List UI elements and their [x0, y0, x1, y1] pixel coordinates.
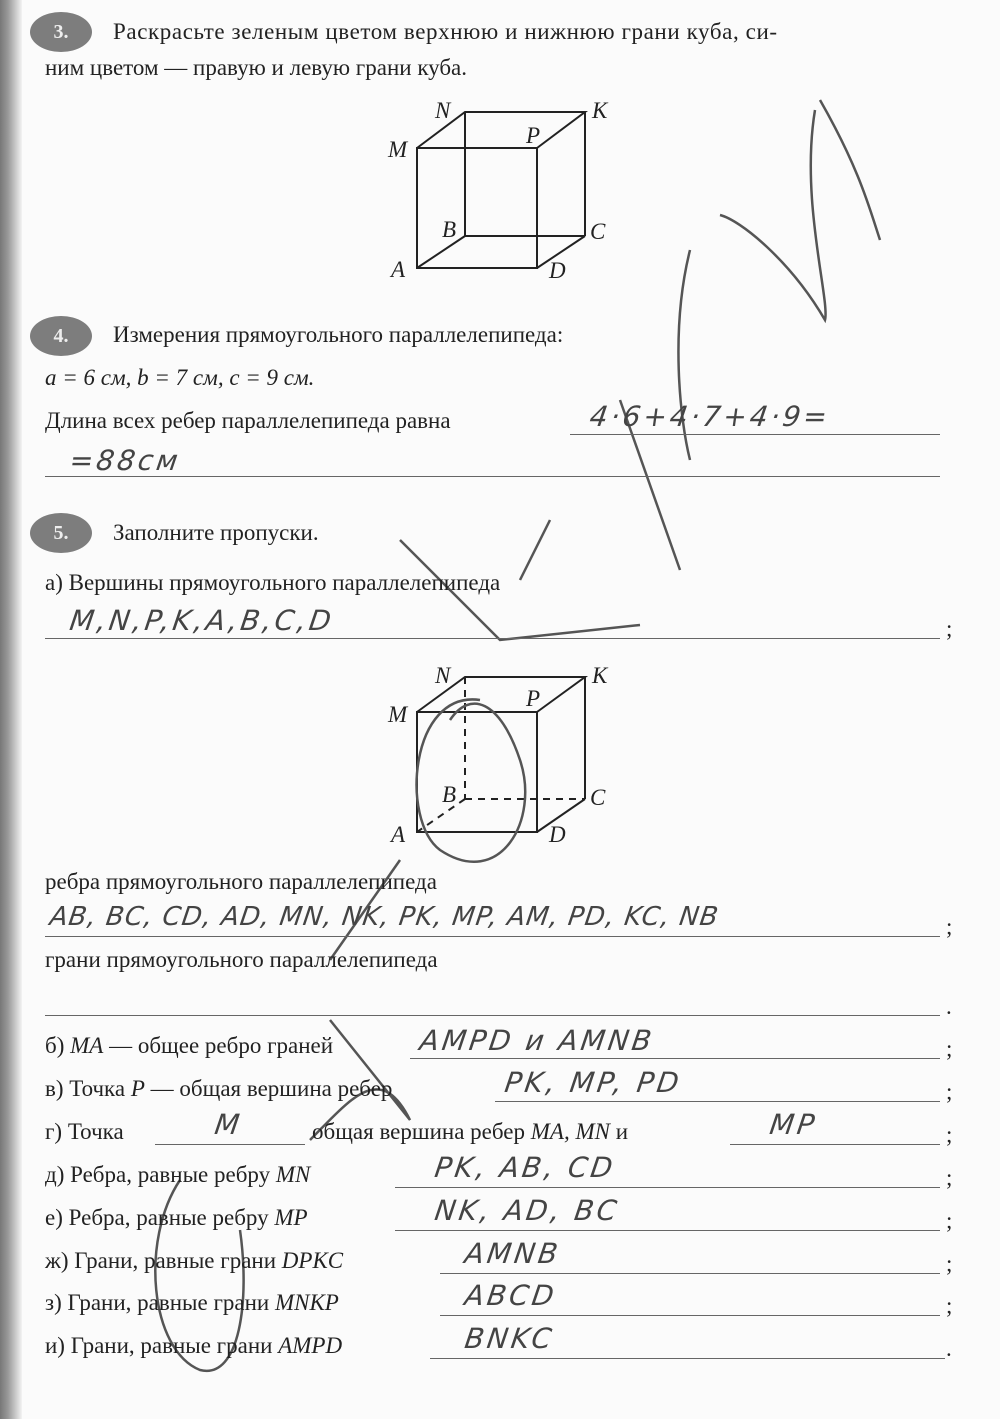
handwritten-answer: NK, AD, BC — [432, 1194, 622, 1227]
vertex-label-c: C — [590, 785, 606, 810]
answer-line — [45, 936, 940, 937]
answer-line — [430, 1358, 945, 1359]
item-v-prompt: в) Точка P — общая вершина ребер — [45, 1076, 393, 1101]
handwritten-answer: AMPD и AMNB — [417, 1024, 657, 1057]
item-g-prompt-rest: общая вершина ребер MA, MN и — [312, 1119, 629, 1144]
task3-text-line2: ним цветом — правую и левую грани куба. — [45, 55, 468, 80]
task5-title: Заполните пропуски. — [113, 520, 319, 545]
cube-diagram-2 — [417, 677, 585, 832]
handwritten-answer: AB, BC, CD, AD, MN, NK, PK, MP, AM, PD, KC, NB — [47, 902, 721, 932]
vertex-label-m: M — [388, 137, 408, 162]
vertex-label-a: A — [391, 257, 406, 282]
handwritten-answer: PK, MP, PD — [502, 1066, 684, 1099]
item-b-prompt: б) MA — общее ребро граней — [45, 1033, 334, 1058]
vertex-label-a: A — [391, 822, 406, 847]
task4-title: Измерения прямоугольного параллелепипеда: — [113, 322, 564, 347]
handwritten-answer: ABCD — [462, 1279, 559, 1312]
vertex-label-n: N — [435, 98, 451, 123]
item-zh-prompt: ж) Грани, равные грани DPKC — [45, 1248, 344, 1273]
item-i-prompt: и) Грани, равные грани AMPD — [45, 1333, 343, 1358]
semicolon: ; — [946, 1165, 953, 1190]
vertex-label-m: M — [388, 702, 408, 727]
handwritten-answer: MP — [767, 1108, 820, 1141]
vertex-label-k: K — [592, 98, 608, 123]
vertex-label-b: B — [442, 217, 457, 242]
task5a-prompt: а) Вершины прямоугольного параллелепипеда — [45, 570, 501, 595]
handwritten-answer: AMNB — [462, 1237, 563, 1270]
semicolon: ; — [946, 1079, 953, 1104]
answer-line — [395, 1187, 940, 1188]
handwritten-answer: BNKC — [462, 1322, 557, 1355]
task3-text-line1: Раскрасьте зеленым цветом верхнюю и нижнюю грани куба, си- — [113, 19, 778, 44]
task-number-3: 3. — [30, 12, 92, 52]
item-g-prompt: г) Точка — [45, 1119, 124, 1144]
edges-prompt: ребра прямоугольного параллелепипеда — [45, 869, 437, 894]
answer-line — [45, 638, 940, 639]
handwritten-answer: M,N,P,K,A,B,C,D — [67, 604, 337, 637]
vertex-label-p: P — [526, 123, 541, 148]
semicolon: ; — [946, 1036, 953, 1061]
answer-line — [495, 1101, 940, 1102]
answer-line — [570, 434, 940, 435]
vertex-label-d: D — [549, 822, 566, 847]
task-number-4: 4. — [30, 316, 92, 356]
answer-line — [730, 1144, 940, 1145]
vertex-label-n: N — [435, 663, 451, 688]
answer-line — [440, 1273, 940, 1274]
vertex-label-p: P — [526, 686, 541, 711]
period: . — [946, 994, 952, 1019]
answer-line — [45, 476, 940, 477]
semicolon: ; — [946, 616, 953, 641]
period: . — [946, 1336, 952, 1361]
item-z-prompt: з) Грани, равные грани MNKP — [45, 1290, 339, 1315]
semicolon: ; — [946, 1251, 953, 1276]
answer-line — [45, 1015, 940, 1016]
faces-prompt: грани прямоугольного параллелепипеда — [45, 947, 438, 972]
vertex-label-b: B — [442, 782, 457, 807]
handwritten-answer: M — [212, 1108, 245, 1141]
semicolon: ; — [946, 1208, 953, 1233]
task4-dimensions: a = 6 см, b = 7 см, c = 9 см. — [45, 365, 315, 390]
handwritten-answer: 4·6+4·7+4·9= — [587, 400, 833, 433]
task4-prompt: Длина всех ребер параллелепипеда равна — [45, 408, 451, 433]
vertex-label-d: D — [549, 258, 566, 283]
vertex-label-k: K — [592, 663, 608, 688]
semicolon: ; — [946, 1122, 953, 1147]
semicolon: ; — [946, 1293, 953, 1318]
item-d-prompt: д) Ребра, равные ребру MN — [45, 1162, 311, 1187]
handwritten-answer: =88см — [67, 444, 183, 477]
answer-line — [410, 1058, 940, 1059]
semicolon: ; — [946, 914, 953, 939]
vertex-label-c: C — [590, 219, 606, 244]
cube-diagram-1 — [417, 112, 585, 268]
answer-line — [395, 1230, 940, 1231]
item-e-prompt: е) Ребра, равные ребру MP — [45, 1205, 308, 1230]
handwritten-answer: PK, AB, CD — [432, 1151, 618, 1184]
answer-line — [155, 1144, 305, 1145]
answer-line — [440, 1315, 940, 1316]
task-number-5: 5. — [30, 513, 92, 553]
